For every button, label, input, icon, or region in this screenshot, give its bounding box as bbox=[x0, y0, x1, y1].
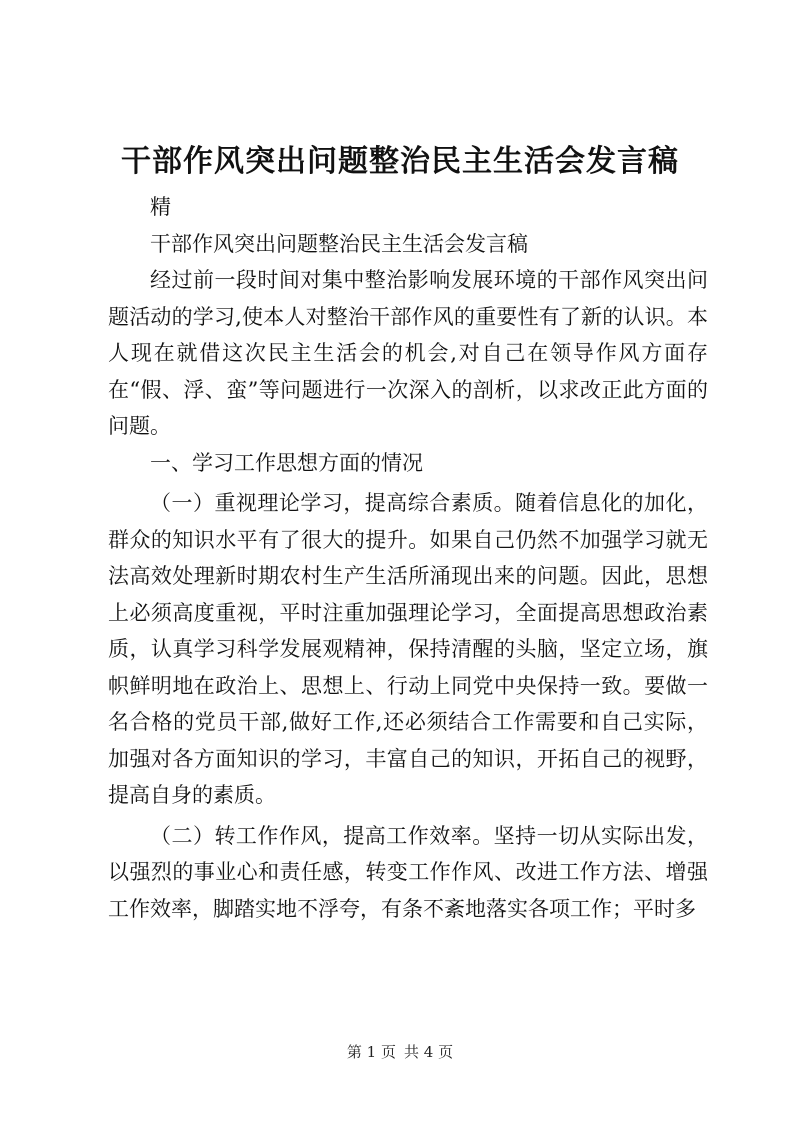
paragraph: 经过前一段时间对集中整治影响发展环境的干部作风突出问题活动的学习,使本人对整治干部作风的重要性有了新的认识。本人现在就借这次民主生活会的机会,对自己在领导作风方面存在“假、浮、蛮”等问题进行一次深入的剖析，以求改正此方面的问题。 bbox=[108, 268, 708, 438]
page-footer bbox=[0, 1042, 800, 1062]
document-body bbox=[108, 189, 708, 927]
document-title: 干部作风突出问题整治民主生活会发言稿 bbox=[121, 144, 679, 179]
paragraph: 精 bbox=[150, 195, 171, 219]
page-number: 第 1 页 bbox=[346, 1043, 396, 1061]
page-total: 共 4 页 bbox=[404, 1043, 454, 1061]
paragraph: （二）转工作作风，提高工作效率。坚持一切从实际出发，以强烈的事业心和责任感，转变工作作风、改进工作方法、增强工作效率，脚踏实地不浮夸，有条不紊地落实各项工作；平时多 bbox=[108, 823, 708, 921]
paragraph: 干部作风突出问题整治民主生活会发言稿 bbox=[150, 231, 528, 256]
paragraph: （一）重视理论学习，提高综合素质。随着信息化的加化，群众的知识水平有了很大的提升。如果自己仍然不加强学习就无法高效处理新时期农村生产生活所涌现出来的问题。因此，思想上必须高度重视，平时注重加强理论学习，全面提高思想政治素质，认真学习科学发展观精神，保持清醒的头脑，坚定立场，旗帜鲜明地在政治上、思想上、行动上同党中央保持一致。要做一名合格的党员干部,做好工作,还必须结合工作需要和自己实际，加强对各方面知识的学习，丰富自己的知识，开拓自己的视野，提高自身的素质。 bbox=[108, 491, 708, 807]
section-heading: 一、学习工作思想方面的情况 bbox=[150, 450, 423, 475]
